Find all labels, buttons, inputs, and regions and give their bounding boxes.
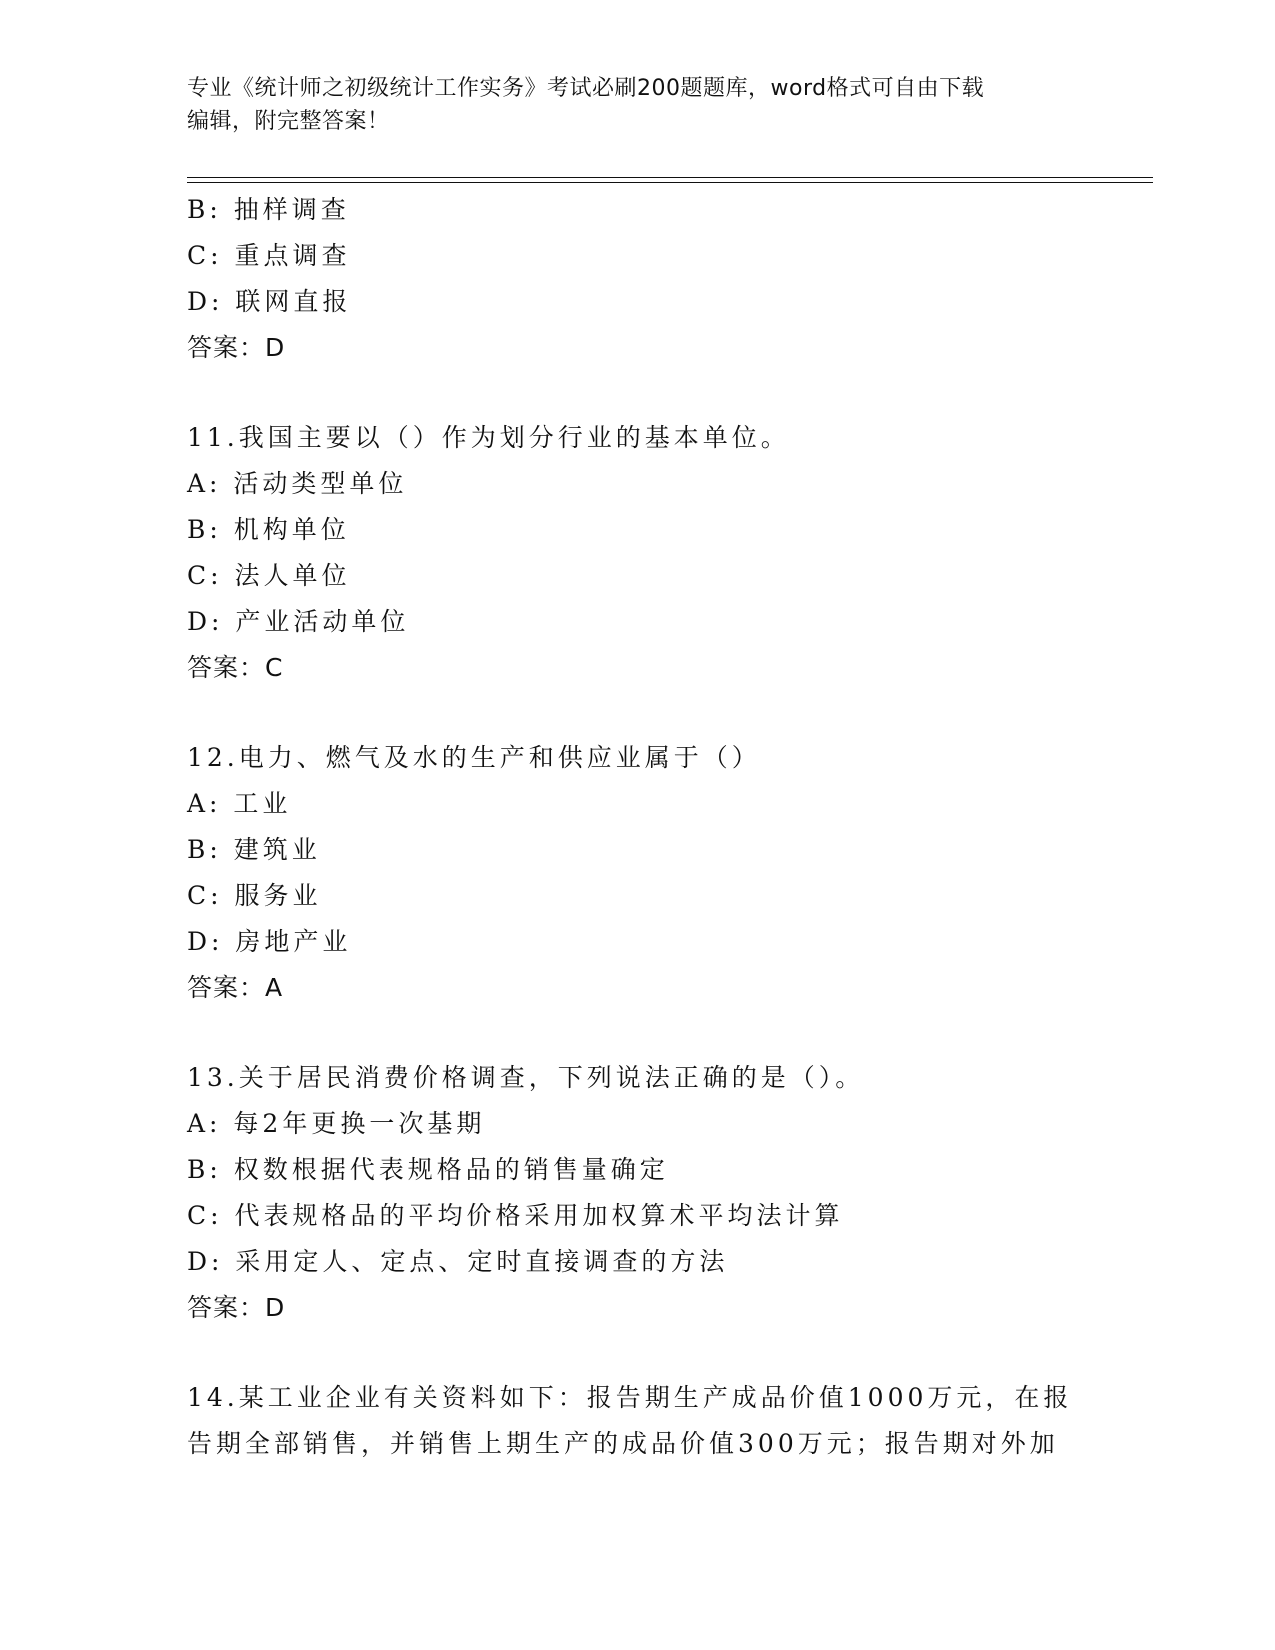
document-body <box>187 187 1087 1467</box>
option-d: D: 产业活动单位 <box>187 607 410 636</box>
option-a: A: 工业 <box>187 789 292 818</box>
option-d: D: 采用定人、定点、定时直接调查的方法 <box>187 1247 729 1276</box>
option-a: A: 活动类型单位 <box>187 469 408 498</box>
option-c: C: 代表规格品的平均价格采用加权算术平均法计算 <box>187 1201 844 1230</box>
question-stem-line-2: 告期全部销售，并销售上期生产的成品价值300万元；报告期对外加 <box>187 1429 1059 1458</box>
option-c: C: 服务业 <box>187 881 322 910</box>
header-rule-bottom <box>187 182 1153 183</box>
option-a: A: 每2年更换一次基期 <box>187 1109 486 1138</box>
header-rule-top <box>187 177 1153 178</box>
option-c: C: 法人单位 <box>187 561 351 590</box>
question-stem: 11.我国主要以（）作为划分行业的基本单位。 <box>187 423 790 452</box>
document-header <box>187 72 1087 138</box>
answer-line: 答案：D <box>187 1293 286 1322</box>
option-d: D: 房地产业 <box>187 927 352 956</box>
header-line-2: 编辑，附完整答案！ <box>187 109 390 134</box>
option-b: B: 建筑业 <box>187 835 321 864</box>
question-stem: 12.电力、燃气及水的生产和供应业属于（） <box>187 743 761 772</box>
answer-line: 答案：A <box>187 973 284 1002</box>
option-d: D: 联网直报 <box>187 287 352 316</box>
header-line-1: 专业《统计师之初级统计工作实务》考试必刷200题题库，word格式可自由下载 <box>187 76 985 101</box>
question-stem-line-1: 14.某工业企业有关资料如下：报告期生产成品价值1000万元，在报 <box>187 1383 1073 1412</box>
answer-line: 答案：D <box>187 333 286 362</box>
option-b: B: 抽样调查 <box>187 195 350 224</box>
option-b: B: 机构单位 <box>187 515 350 544</box>
option-c: C: 重点调查 <box>187 241 351 270</box>
option-b: B: 权数根据代表规格品的销售量确定 <box>187 1155 669 1184</box>
question-stem: 13.关于居民消费价格调查，下列说法正确的是（）。 <box>187 1063 865 1092</box>
answer-line: 答案：C <box>187 653 284 682</box>
